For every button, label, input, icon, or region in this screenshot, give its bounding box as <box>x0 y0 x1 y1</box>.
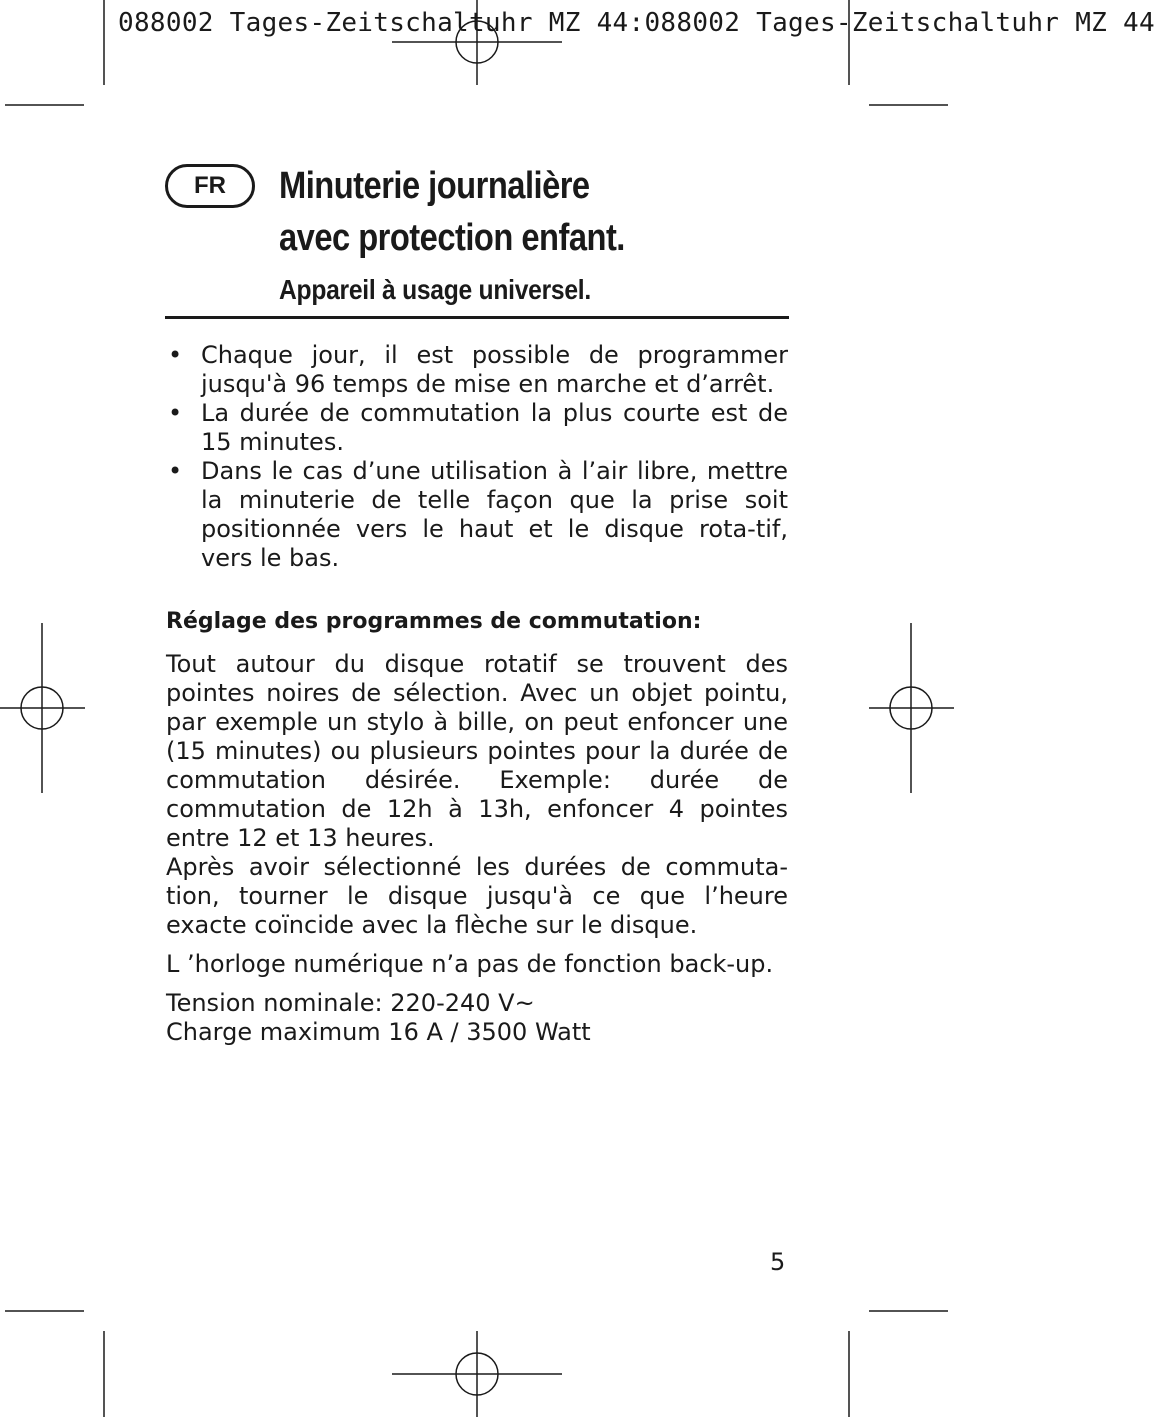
title-line-1: Minuterie journalière <box>279 165 590 207</box>
page-number: 5 <box>770 1248 786 1276</box>
title-divider <box>165 316 789 319</box>
list-item <box>166 399 788 457</box>
list-item-text: Chaque jour, il est possible de programmer jusqu'à 96 temps de mise en marche et d’arrêt. <box>201 341 788 398</box>
section-heading: Réglage des programmes de commutation: <box>166 609 702 634</box>
backup-note: L ’horloge numérique n’a pas de fonction back-up. <box>166 950 774 978</box>
registration-mark-bottom <box>392 1331 562 1417</box>
print-header: 088002 Tages-Zeitschaltuhr MZ 44:088002 Tages-Zeitschaltuhr MZ 44 <box>118 8 1155 38</box>
page-title <box>279 160 625 264</box>
list-item-text: Dans le cas d’une utilisation à l’air libre, mettre la minuterie de telle façon que la prise soit positionnée vers le haut et le disque rota-tif, vers le bas. <box>201 457 788 572</box>
body-content <box>166 341 788 1047</box>
feature-list <box>166 341 788 573</box>
bullet-marker: • <box>168 457 183 485</box>
instructions-paragraph: Tout autour du disque rotatif se trouvent des pointes noires de sélection. Avec un objet pointu, par exemple un stylo à bille, on peut enfoncer une (15 minutes) ou plusieurs pointes pour la durée de commutation désirée. Exemple: durée de commutation de 12h à 13h, enfoncer 4 pointes entre 12 et 13 heures. <box>166 650 788 852</box>
registration-mark-top <box>392 0 562 85</box>
instructions-paragraph-2: Après avoir sélectionné les durées de commuta-tion, tourner le disque jusqu'à ce que l’heure exacte coïncide avec la flèche sur le disque. <box>166 853 788 939</box>
language-badge: FR <box>165 164 255 208</box>
bullet-marker: • <box>168 341 183 369</box>
title-line-2: avec protection enfant. <box>279 217 625 259</box>
subtitle: Appareil à usage universel. <box>279 274 591 305</box>
registration-mark-left <box>0 623 85 793</box>
registration-mark-right <box>869 623 954 793</box>
bullet-marker: • <box>168 399 183 427</box>
list-item-text: La durée de commutation la plus courte est de 15 minutes. <box>201 399 788 456</box>
list-item <box>166 341 788 399</box>
rating-voltage: Tension nominale: 220-240 V~ <box>166 989 535 1017</box>
rating-load: Charge maximum 16 A / 3500 Watt <box>166 1018 591 1046</box>
list-item <box>166 457 788 573</box>
